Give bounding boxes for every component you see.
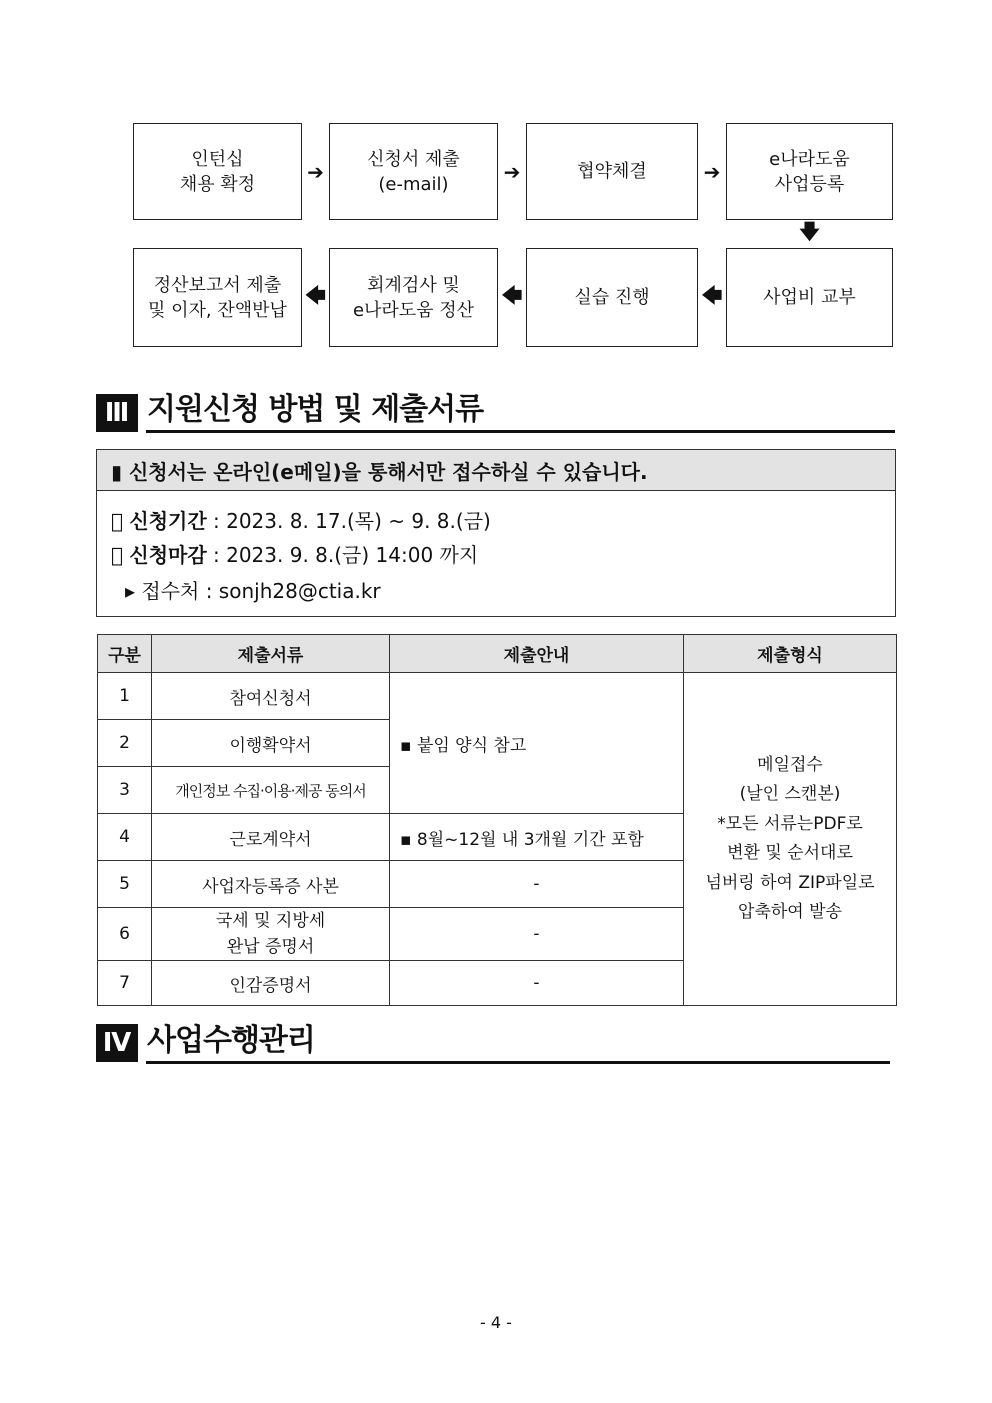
row-doc: 국세 및 지방세 완납 증명서 (152, 908, 390, 961)
application-deadline (111, 539, 478, 568)
arrow-down-icon: 🡇 (799, 219, 820, 243)
period-label: 신청기간 (129, 509, 207, 533)
section-underline (146, 430, 895, 433)
receiver-email: ▸ 접수처 : sonjh28@ctia.kr (125, 579, 381, 603)
section-badge: Ⅳ (96, 1024, 138, 1062)
row-guide: - (390, 908, 684, 961)
header-format: 제출형식 (684, 635, 897, 673)
row-guide: - (390, 861, 684, 908)
row-doc: 근로계약서 (152, 814, 390, 861)
row-doc: 참여신청서 (152, 673, 390, 720)
flow-step-settlement-report: 정산보고서 제출 및 이자, 잔액반납 (133, 248, 302, 347)
row-guide: ▪ 붙임 양식 참고 (390, 673, 684, 814)
flow-step-grant: 사업비 교부 (726, 248, 893, 347)
arrow-left-icon: 🡄 (501, 282, 523, 307)
deadline-value: : 2023. 9. 8.(금) 14:00 까지 (206, 543, 479, 567)
flow-step-application-submit: 신청서 제출 (e-mail) (329, 123, 498, 220)
row-no: 6 (98, 908, 152, 961)
row-guide: - (390, 961, 684, 1006)
header-guide: 제출안내 (390, 635, 684, 673)
row-doc: 인감증명서 (152, 961, 390, 1006)
row-no: 2 (98, 720, 152, 767)
period-value: : 2023. 8. 17.(목) ~ 9. 8.(금) (206, 509, 491, 533)
table-row (98, 673, 897, 720)
section-title: 사업수행관리 (147, 1023, 315, 1058)
section-underline (146, 1061, 890, 1064)
application-period (111, 505, 491, 534)
table-header-row (98, 635, 897, 673)
deadline-label: 신청마감 (129, 543, 207, 567)
row-guide: ▪ 8월~12월 내 3개월 기간 포함 (390, 814, 684, 861)
row-no: 5 (98, 861, 152, 908)
submission-table (97, 634, 897, 1006)
flow-step-internship-confirm: 인턴십 채용 확정 (133, 123, 302, 220)
row-doc: 사업자등록증 사본 (152, 861, 390, 908)
bullet-icon: 󰋻 (111, 543, 124, 567)
arrow-right-icon: ➔ (307, 159, 324, 184)
row-no: 7 (98, 961, 152, 1006)
row-no: 1 (98, 673, 152, 720)
arrow-right-icon: ➔ (703, 159, 721, 184)
section-badge: Ⅲ (96, 394, 138, 432)
header-no: 구분 (98, 635, 152, 673)
flow-step-enara-register: e나라도움 사업등록 (726, 123, 893, 220)
row-doc: 개인정보 수집·이용·제공 동의서 (152, 767, 390, 814)
row-no: 4 (98, 814, 152, 861)
notice-heading: ▮ 신청서는 온라인(e메일)을 통해서만 접수하실 수 있습니다. (96, 449, 896, 491)
flow-step-audit: 회계검사 및 e나라도움 정산 (329, 248, 498, 347)
bullet-icon: 󰋻 (111, 509, 124, 533)
arrow-right-icon: ➔ (503, 159, 521, 184)
section-title: 지원신청 방법 및 제출서류 (147, 392, 484, 427)
header-doc: 제출서류 (152, 635, 390, 673)
page-number: - 4 - (480, 1313, 512, 1332)
flow-step-agreement: 협약체결 (526, 123, 698, 220)
submission-format: 메일접수 (날인 스캔본) *모든 서류는PDF로 변환 및 순서대로 넘버링 하여 ZIP파일로 압축하여 발송 (684, 673, 897, 1006)
notice-body (96, 491, 896, 617)
row-doc: 이행확약서 (152, 720, 390, 767)
row-no: 3 (98, 767, 152, 814)
flow-step-practice: 실습 진행 (526, 248, 698, 347)
arrow-left-icon: 🡄 (701, 282, 723, 307)
arrow-left-icon: 🡄 (305, 282, 326, 307)
